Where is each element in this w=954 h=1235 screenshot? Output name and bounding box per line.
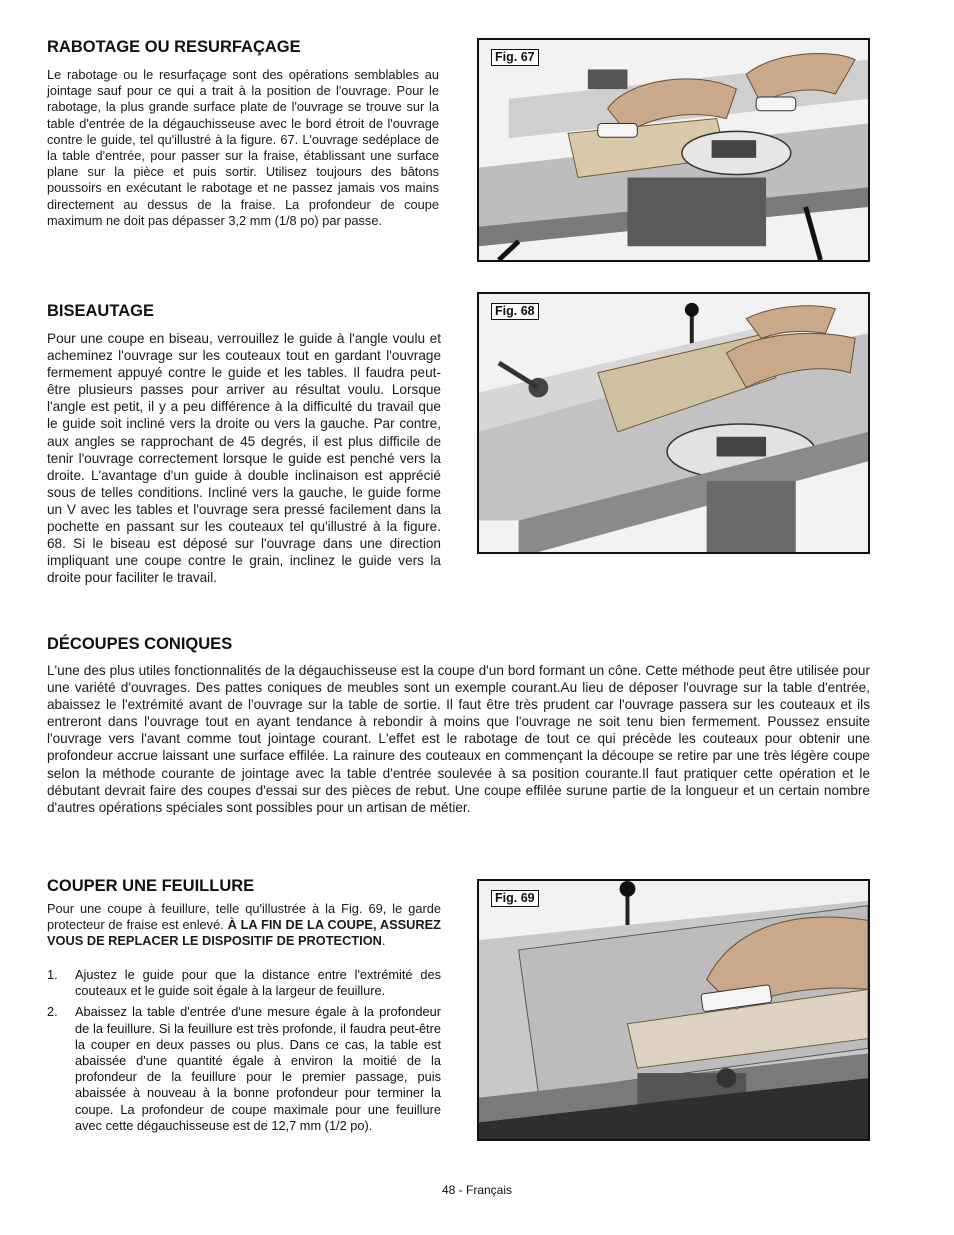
list-item [47,1004,441,1134]
figure-69-label: Fig. 69 [491,890,539,907]
heading-feuillure: COUPER UNE FEUILLURE [47,877,255,895]
heading-rabotage: RABOTAGE OU RESURFAÇAGE [47,38,301,56]
jointer-bevel-illustration [479,294,868,552]
list-item [47,967,441,999]
page-footer: 48 - Français [441,1183,513,1197]
list-item-text: Ajustez le guide pour que la distance entre l'extrémité des couteaux et le guide soit égale à la largeur de feuillure. [75,967,441,999]
list-item-number: 1. [47,967,58,982]
feuillure-warning: À LA FIN DE LA COUPE, ASSUREZ VOUS DE REPLACER LE DISPOSITIF DE PROTECTION [47,917,441,949]
feuillure-intro-end: . [381,933,386,949]
paragraph-feuillure-intro [47,901,441,950]
figure-68 [477,292,870,554]
figure-69 [477,879,870,1141]
feuillure-steps [47,967,441,1139]
heading-decoupes-coniques: DÉCOUPES CONIQUES [47,635,233,653]
jointer-rabbet-illustration [479,881,868,1139]
feuillure-intro-text: Pour une coupe à feuillure, telle qu'illustrée à la Fig. 69, le garde protecteur de fraise est enlevé. [47,901,441,933]
paragraph-rabotage: Le rabotage ou le resurfaçage sont des opérations semblables au jointage sauf pour ce qui a trait à la position de l'ouvrage. Pour le rabotage, la plus grande surface plate de l'ouvrage se trouve sur la table d'entrée de la dégauchisseuse avec le bord étroit de l'ouvrage contre le guide, tel qu'illustré à la figure. 67. L'ouvrage sedéplace de la table d'entrée, pour passer sur la fraise, établissant une surface plane sur la pièce et puis sortir. Utilisez toujours des bâtons poussoirs en exécutant le rabotage et ne passez jamais vos mains directement au dessus de la fraise. La profondeur de coupe maximum ne doit pas dépasser 3,2 mm (1/8 po) par passe. [47,67,439,228]
list-item-text: Abaissez la table d'entrée d'une mesure égale à la profondeur de la feuillure. Si la feuillure est très profonde, il faudra peut-être la couper en deux passes ou plus. Dans ce cas, la table est abaissée d'une quantité égale à environ la moitié de la profondeur de la feuillure pour le premier passage, puis abaissée à nouveau à la bonne profondeur pour terminer la coupe. La profondeur de coupe maximale pour une feuillure avec cette dégauchisseuse est de 12,7 mm (1/2 po). [75,1004,441,1133]
list-item-number: 2. [47,1004,58,1020]
figure-67 [477,38,870,262]
paragraph-biseautage: Pour une coupe en biseau, verrouillez le guide à l'angle voulu et acheminez l'ouvrage sur les couteaux tout en gardant l'ouvrage fermement appuyé contre le guide et les tables. Il faudra peut-être plusieurs passes pour arriver au résultat voulu. Lorsque l'angle est petit, il y a peu différence à la difficulté du travail que le guide soit incliné vers la droite ou vers la gauche. Par contre, aux angles se rapprochant de 45 degrés, il est plus difficile de tenir l'ouvrage correctement lorsque le guide est penché vers la droite. L'avantage d'un guide à double inclinaison est apprécié sous de telles conditions. Incliné vers la gauche, le guide forme un V avec les tables et l'ouvrage sera pressé facilement dans la pochette en passant sur les couteaux tel qu'illustré à la figure. 68. Si le biseau est déposé sur l'ouvrage dans une direction impliquant une coupe contre le grain, inclinez le guide vers la droite pour faciliter le travail. [47,331,441,586]
heading-biseautage: BISEAUTAGE [47,302,154,320]
jointer-planing-illustration [479,40,868,260]
figure-67-label: Fig. 67 [491,49,539,66]
figure-68-label: Fig. 68 [491,303,539,320]
paragraph-decoupes-coniques: L'une des plus utiles fonctionnalités de la dégauchisseuse est la coupe d'un bord formant un cône. Cette méthode peut être utilisée pour une variété d'ouvrages. Des pattes coniques de meubles sont un exemple courant.Au lieu de déposer l'ouvrage sur la table d'entrée, abaissez le l'extrémité avant de l'ouvrage sur la table de sortie. Il faut être très prudent car l'ouvrage passera sur les couteaux et ils entreront dans l'ouvrage tout en ayant tendance à rebondir à moins que l'ouvrage ne soit tenu bien fermement. Poussez ensuite l'ouvrage vers l'avant comme tout jointage courant. L'effet est le rabotage de tout ce qui précède les couteaux pour obtenir une profondeur accrue laissant une surface effilée. La rainure des couteaux en commençant la découpe se retire par une très légère coupe selon la méthode courante de jointage avec la table d'entrée soulevée à sa position courante.Il faut pratiquer cette opération et le débutant devrait faire des coupes d'essai sur des pièces de rebut. Une coupe effilée surune partie de la longueur et un certain nombre d'autres opérations spéciales sont possibles pour un artisan de métier. [47,663,870,815]
